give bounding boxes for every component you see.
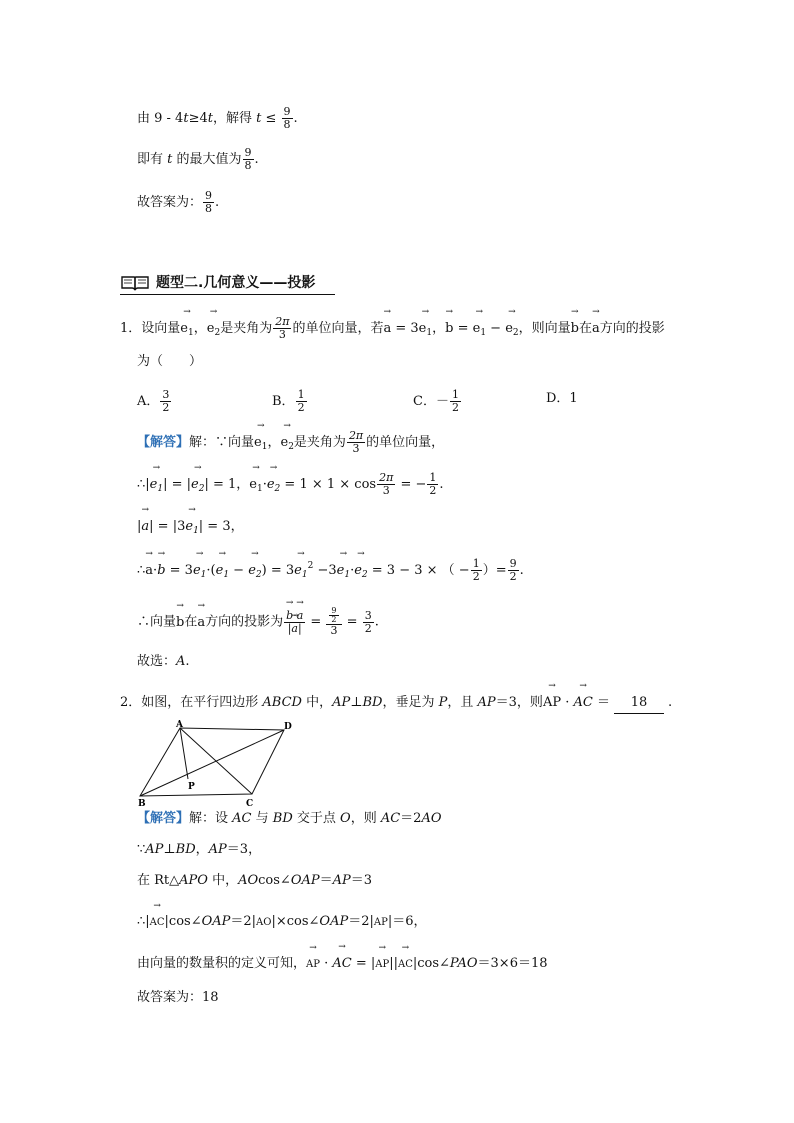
text: ，: [432, 321, 446, 336]
var: t: [167, 152, 173, 167]
question-1: [120, 316, 665, 343]
section-title: 题型二.几何意义——投影: [156, 275, 316, 291]
fraction: [203, 190, 214, 215]
option-c[interactable]: C．－ $\frac{1}{2}$: [413, 388, 459, 414]
fraction: $\frac{1}{2}$: [451, 388, 459, 414]
vector-e2: → $e_2$: [191, 475, 204, 499]
text: .: [293, 111, 298, 126]
vector-e1: → $e_1$: [185, 517, 198, 541]
vector-a: → a: [197, 613, 205, 633]
fraction: $\frac{3}{2}$: [162, 388, 170, 414]
q2-solution-line-3: 在 Rt△APO 中，AOcos∠OAP＝AP＝3: [137, 873, 373, 888]
solution-tag: 【解答】: [137, 435, 190, 450]
vector-a: → a: [592, 319, 600, 339]
vector-e1: → $e_1$: [249, 475, 262, 499]
fraction: $\frac{\frac{9}{2}}{3}$: [326, 607, 341, 637]
vector-a: → a: [145, 561, 153, 581]
text-line: [137, 106, 298, 131]
fraction: $\frac{2\pi}{3}$: [275, 315, 290, 341]
vector-b: → b: [445, 319, 453, 339]
text: ，: [193, 321, 207, 336]
fraction: $\frac{3}{2}$: [364, 608, 372, 635]
solution-line-1: 【解答】解：∵向量→ $e_1$，→ $e_2$是夹角为 $\frac{2\pi}{3}$ 的单位向量，: [137, 430, 444, 457]
question-1-cont: 为（ ）: [137, 354, 203, 369]
text: ，解得: [212, 111, 257, 126]
fraction: → $\frac{b\cdot\to a}{|\to a|}$: [284, 610, 305, 635]
solution-line-3: |→ $a| = |3\to e_1| = 3$，: [137, 517, 244, 541]
vector-e1: → $e_1$: [337, 561, 350, 585]
solution-line-2: ∴|→ $e_1|$ = |→ $e_2| = 1$，→ $e_1\cdot\to e_2 = 1 \times 1 \times \cos$ $\frac{2\pi}{3}$ = − $\frac{1}{2}$ .: [137, 472, 444, 499]
answer-blank[interactable]: 18: [614, 693, 664, 714]
vector-a: → a: [141, 517, 149, 537]
q2-solution-line-4: ∴|→ AC|cos∠OAP＝2|AO|×cos∠OAP＝2|AP|＝6，: [137, 912, 426, 933]
question-number: 1．: [120, 321, 142, 336]
text: = 3: [391, 321, 419, 336]
numerator: 9: [205, 189, 213, 202]
option-d[interactable]: D．1: [546, 391, 578, 406]
vector-e1: → $e_1$: [473, 319, 486, 343]
solution-line-4: ∴→ $a\cdot\to b = 3\to e_1\cdot(\to e_1$ − → $e_2) = 3\to e_1^2 -3\to e_1\cdot\to e_2 = 3 - 3$ × （ − $\frac{1}{2}$ ）= $\frac{9}{2}$ .: [137, 556, 524, 585]
numerator: 9: [283, 105, 291, 118]
vector-a: → a: [383, 319, 391, 339]
vector-ap: → AP: [543, 693, 561, 713]
var: t: [207, 111, 213, 126]
label-b: B: [138, 799, 146, 808]
text: ≥4: [188, 111, 208, 126]
book-icon: [120, 275, 150, 291]
numerator: 9: [244, 146, 252, 159]
vector-e2: → $e_2$: [207, 319, 220, 343]
option-a[interactable]: A． $\frac{3}{2}$: [137, 388, 170, 414]
text: 的最大值为: [172, 152, 242, 167]
section-header: [120, 272, 335, 295]
var: t: [256, 111, 262, 126]
vector-e2: → $e_2$: [248, 561, 261, 585]
vector-e1: → $e_1$: [216, 561, 229, 585]
question-2: 2．如图，在平行四边形 ABCD 中，AP⊥BD，垂足为 P，且 AP＝3，则→ AP · → AC ＝ 18 .: [120, 693, 672, 714]
vector-b: → b: [176, 613, 184, 633]
text: ，则向量: [518, 321, 571, 336]
fraction: $\frac{9}{2}$: [509, 557, 517, 583]
vector-e1: → $e_1$: [294, 561, 307, 585]
fraction: [243, 147, 254, 172]
text-line: [137, 190, 219, 215]
text: .: [254, 152, 259, 167]
diagonal-bd: [140, 730, 284, 796]
fraction: [282, 106, 293, 131]
label-a: A: [176, 720, 183, 730]
text: 是夹角为: [220, 321, 273, 336]
vector-ac: → AC: [573, 693, 592, 713]
text: 在: [579, 321, 593, 336]
fraction: $\frac{1}{2}$: [472, 557, 480, 583]
vector-e2: → $e_2$: [267, 475, 280, 499]
label-p: P: [188, 782, 195, 792]
parallelogram-figure: [132, 718, 302, 808]
text: 故答案为：: [137, 195, 203, 210]
q2-solution-line-5: 由向量的数量积的定义可知，→ AP · → AC = |→ AP||→ AC|cos∠PAO＝3×6＝18: [137, 954, 548, 975]
vector-e2: → $e_2$: [354, 561, 367, 585]
fraction: $\frac{1}{2}$: [297, 388, 305, 414]
denominator: 8: [283, 118, 291, 131]
text: 方向的投影: [599, 321, 665, 336]
solution-tag: 【解答】: [137, 811, 190, 826]
vector-e1: → $e_1$: [193, 561, 206, 585]
fraction: $\frac{1}{2}$: [429, 471, 437, 497]
vector-e1: → $e_1$: [254, 433, 267, 457]
fraction: $\frac{2\pi}{3}$: [379, 471, 394, 497]
text: .: [215, 195, 220, 210]
vector-e1: → $e_1$: [419, 319, 432, 343]
text: =: [453, 321, 473, 336]
label-d: D: [284, 722, 292, 732]
label-c: C: [246, 799, 254, 808]
text-line: [137, 147, 259, 172]
solution-line-6: 故选：A.: [137, 654, 190, 669]
q2-solution-line-6: 故答案为：18: [137, 990, 219, 1005]
q2-solution-line-2: ∵AP⊥BD，AP＝3，: [137, 842, 262, 857]
option-b[interactable]: B． $\frac{1}{2}$: [272, 388, 305, 414]
text: −: [486, 321, 506, 336]
vector-b: → b: [157, 561, 165, 581]
vector-e2: → $e_2$: [505, 319, 518, 343]
text: ≤: [261, 111, 281, 126]
text: 设向量: [141, 321, 181, 336]
text: 即有: [137, 152, 168, 167]
denominator: 8: [205, 202, 213, 215]
var: t: [183, 111, 189, 126]
solution-line-5: ∴向量→ b在→ a方向的投影为 → $\frac{b\cdot\to a}{|\to a|}$ = $\frac{\frac{9}{2}}{3}$ = $\frac{3}{2}$ .: [137, 607, 379, 637]
vector-b: → b: [571, 319, 579, 339]
fraction: $\frac{2\pi}{3}$: [348, 429, 364, 455]
text: 由 9 - 4: [137, 111, 184, 126]
question-number: 2．: [120, 695, 142, 710]
text: 的单位向量，若: [292, 321, 384, 336]
vector-e2: → $e_2$: [280, 433, 293, 457]
vector-e1: → $e_1$: [150, 475, 163, 499]
denominator: 8: [244, 159, 252, 172]
segment-ap: [180, 728, 188, 779]
q2-solution-line-1: 【解答】解：设 AC 与 BD 交于点 O，则 AC＝2AO: [137, 811, 442, 826]
vector-e1: → $e_1$: [180, 319, 193, 343]
